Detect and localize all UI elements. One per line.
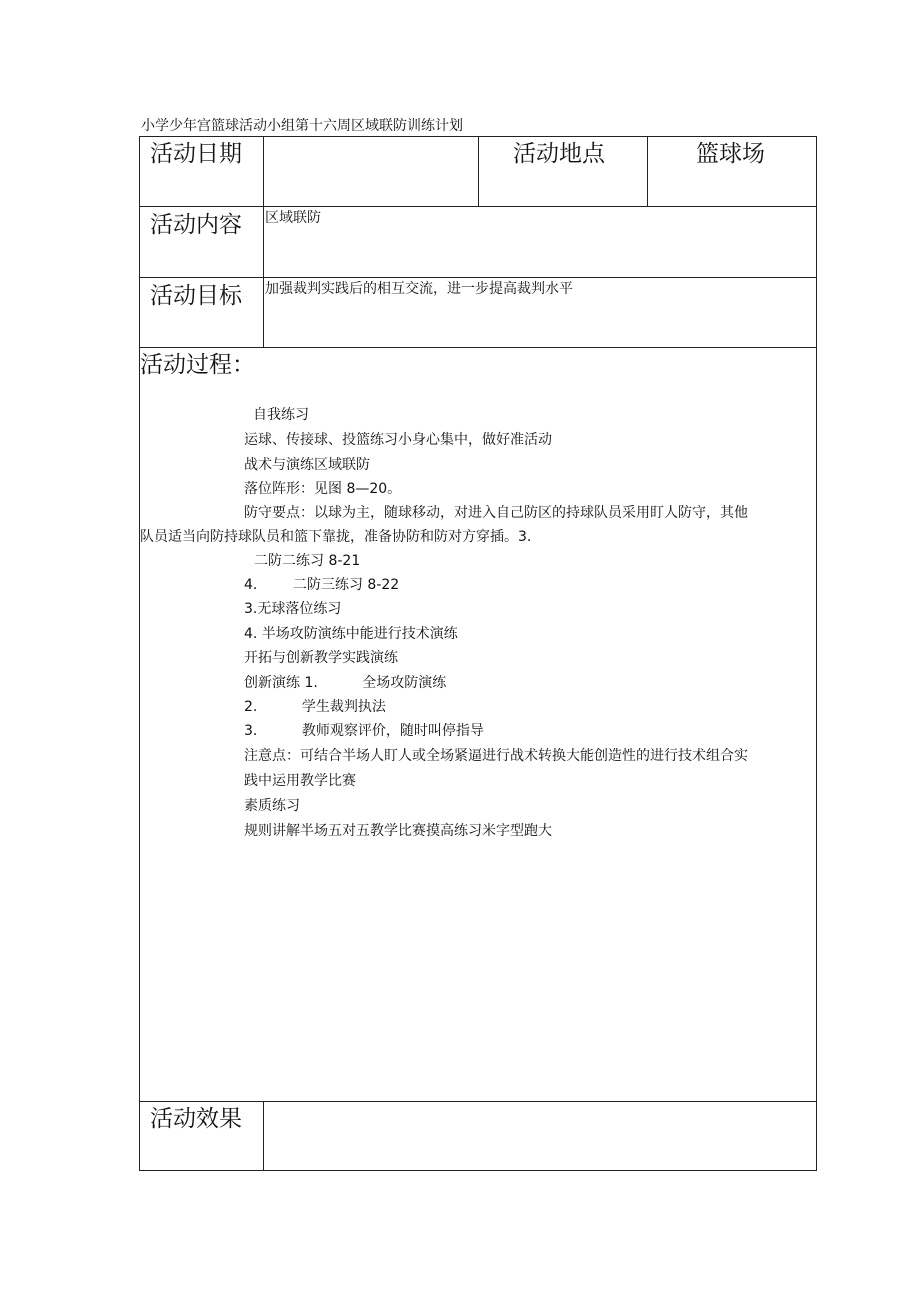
- process-line: 落位阵形：见图 8—20。: [244, 481, 402, 497]
- document-title: 小学少年宫篮球活动小组第十六周区域联防训练计划: [141, 118, 463, 134]
- process-line: 队员适当向防持球队员和篮下靠拢，准备协防和防对方穿插。3.: [140, 529, 532, 545]
- effect-label: 活动效果: [150, 1106, 242, 1132]
- process-line: 创新演练 1. 全场攻防演练: [244, 675, 447, 691]
- process-line: 践中运用教学比赛: [244, 773, 356, 789]
- content-label: 活动内容: [150, 212, 242, 238]
- process-line: 注意点：可结合半场人盯人或全场紧逼进行战术转换大能创造性的进行技术组合实: [244, 748, 748, 764]
- process-line: 防守要点：以球为主，随球移动，对进入自己防区的持球队员采用盯人防守，其他: [244, 505, 748, 521]
- process-line: 开拓与创新教学实践演练: [244, 650, 398, 666]
- process-line: 运球、传接球、投篮练习小身心集中，做好准活动: [244, 432, 552, 448]
- location-value: 篮球场: [696, 141, 765, 167]
- location-value-divider: [647, 136, 648, 206]
- process-line: 4. 半场攻防演练中能进行技术演练: [244, 626, 458, 642]
- process-line: 素质练习: [244, 798, 300, 814]
- row-divider-3: [139, 347, 817, 348]
- process-line: 4. 二防三练习 8-22: [244, 577, 400, 593]
- location-label: 活动地点: [513, 141, 605, 167]
- row-divider-1: [139, 206, 817, 207]
- process-line: 3. 教师观察评价，随时叫停指导: [244, 723, 484, 739]
- label-column-divider-bottom: [263, 1101, 264, 1171]
- process-line: 二防二练习 8-21: [254, 553, 361, 569]
- goal-label: 活动目标: [150, 283, 242, 309]
- location-column-divider: [478, 136, 479, 206]
- process-line: 自我练习: [253, 407, 309, 423]
- row-divider-2: [139, 277, 817, 278]
- process-line: 3.无球落位练习: [244, 601, 342, 617]
- process-label: 活动过程：: [140, 352, 255, 378]
- process-line: 规则讲解半场五对五教学比赛摸高练习米字型跑大: [244, 823, 552, 839]
- date-label: 活动日期: [150, 141, 242, 167]
- label-column-divider-top: [263, 136, 264, 347]
- goal-value: 加强裁判实践后的相互交流，进一步提高裁判水平: [265, 281, 573, 297]
- process-line: 2. 学生裁判执法: [244, 699, 386, 715]
- content-value: 区域联防: [265, 210, 321, 226]
- process-line: 战术与演练区域联防: [244, 457, 370, 473]
- row-divider-4: [139, 1101, 817, 1102]
